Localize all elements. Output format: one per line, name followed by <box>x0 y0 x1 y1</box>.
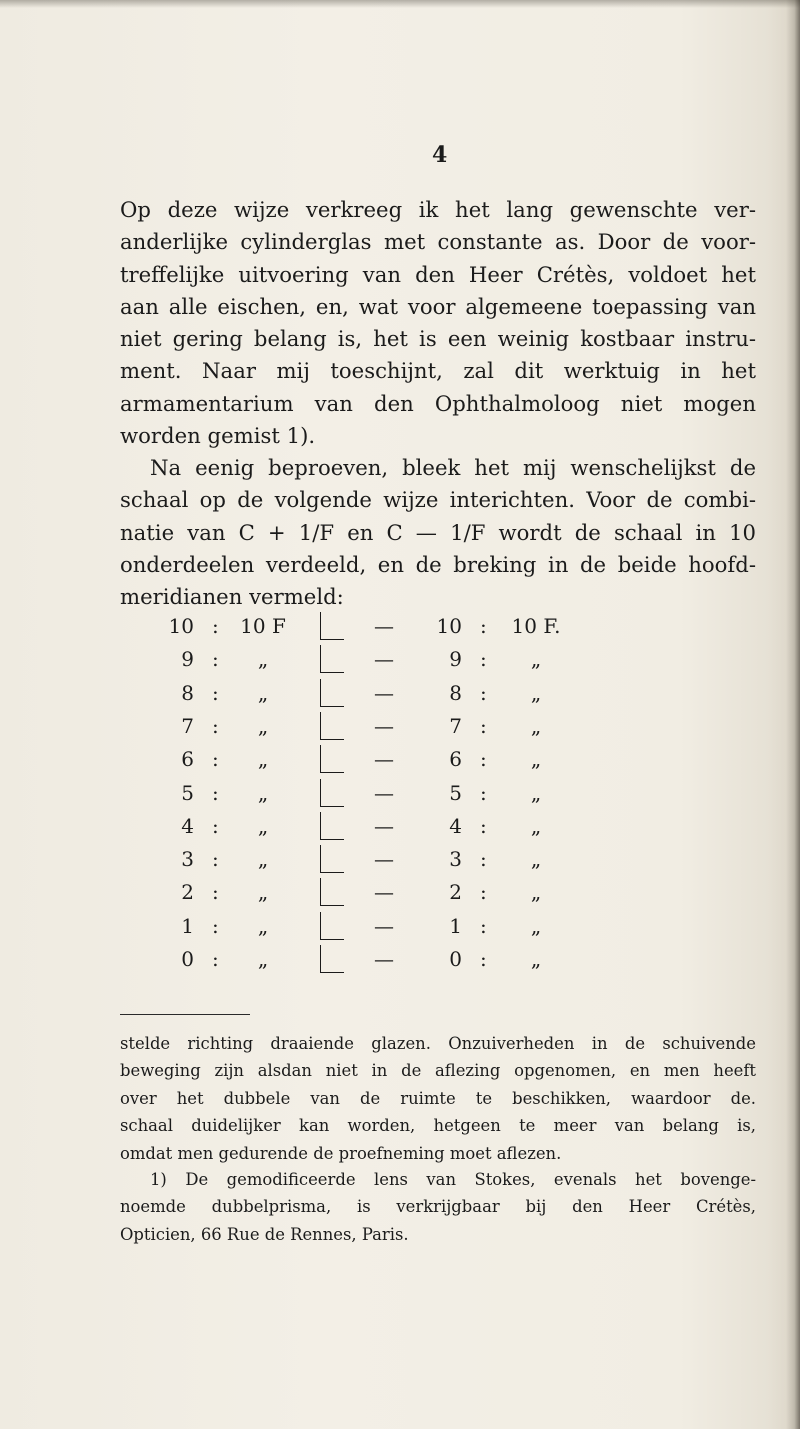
scale-row <box>0 779 800 812</box>
scale-left-number: 6 <box>181 747 194 772</box>
scale-right-value: „ <box>530 913 542 938</box>
scale-left-value: „ <box>257 647 269 672</box>
scale-row <box>0 945 800 978</box>
text-line: worden gemist 1). <box>120 423 316 449</box>
scale-colon: : <box>212 913 219 938</box>
text-line: Na eenig beproeven, bleek het mij wenschelijkst de <box>150 455 756 480</box>
page-top-shadow <box>0 0 800 8</box>
text-line: over het dubbele van de ruimte te beschikken, waardoor de. <box>120 1088 756 1108</box>
scale-row <box>0 645 800 678</box>
text-line: stelde richting draaiende glazen. Onzuiverheden in de schuivende <box>120 1034 756 1053</box>
scale-left-value: „ <box>257 847 269 872</box>
scale-colon: : <box>480 947 487 971</box>
text-line: Opticien, 66 Rue de Rennes, Paris. <box>120 1224 409 1244</box>
scale-left-number: 8 <box>181 680 194 705</box>
scale-tick-mark <box>320 812 344 840</box>
scale-tick-mark <box>320 679 344 707</box>
scale-dash: — <box>374 614 394 638</box>
scale-colon: : <box>480 880 487 905</box>
scale-right-value: „ <box>530 880 542 905</box>
scale-left-number: 7 <box>181 713 194 738</box>
scale-colon: : <box>212 880 219 905</box>
text-line: omdat men gedurende de proefneming moet aflezen. <box>120 1143 562 1163</box>
text-line: schaal op de volgende wijze interichten. Voor de combi- <box>120 487 756 513</box>
text-line: meridianen vermeld: <box>120 584 344 610</box>
text-line: aan alle eischen, en, wat voor algemeene toepassing van <box>120 293 756 319</box>
scale-colon: : <box>212 847 219 872</box>
scale-tick-mark <box>320 745 344 773</box>
scale-tick-mark <box>320 645 344 673</box>
scale-dash: — <box>374 780 394 805</box>
text-line: niet gering belang is, het is een weinig kostbaar instru- <box>120 326 756 352</box>
scale-row <box>0 812 800 845</box>
text-line: noemde dubbelprisma, is verkrijgbaar bij den Heer Crétès, <box>120 1197 756 1217</box>
paragraph-1 <box>120 194 756 452</box>
scale-left-value: „ <box>257 780 269 805</box>
scale-left-value: „ <box>257 680 269 705</box>
text-line: beweging zijn alsdan niet in de aflezing opgenomen, en men heeft <box>120 1061 756 1081</box>
scale-colon: : <box>212 680 219 705</box>
scale-left-value: „ <box>257 813 269 838</box>
scale-row <box>0 612 800 645</box>
scale-right-number: 1 <box>449 913 462 938</box>
scale-right-value: „ <box>530 780 542 805</box>
scale-dash: — <box>374 713 394 738</box>
scale-row <box>0 712 800 745</box>
scale-right-number: 7 <box>449 713 462 738</box>
scale-right-number: 6 <box>449 747 462 772</box>
scale-tick-mark <box>320 712 344 740</box>
scale-colon: : <box>212 647 219 672</box>
scale-right-value: „ <box>530 647 542 672</box>
scale-right-number: 5 <box>449 780 462 805</box>
scale-colon: : <box>480 747 487 772</box>
text-line: onderdeelen verdeeld, en de breking in de beide hoofd- <box>120 551 756 577</box>
scale-dash: — <box>374 913 394 938</box>
scale-dash: — <box>374 680 394 705</box>
scale-dash: — <box>374 880 394 905</box>
scale-tick-mark <box>320 779 344 807</box>
scale-row <box>0 878 800 911</box>
scale-left-value: 10 F <box>240 614 286 638</box>
scale-colon: : <box>212 780 219 805</box>
text-line: Op deze wijze verkreeg ik het lang gewenschte ver- <box>120 197 756 222</box>
scale-left-value: „ <box>257 913 269 938</box>
paragraph-2 <box>120 452 756 613</box>
footnote-separator-rule <box>120 1014 250 1015</box>
scale-row <box>0 745 800 778</box>
text-line: armamentarium van den Ophthalmoloog niet mogen <box>120 390 756 416</box>
scale-colon: : <box>212 947 219 971</box>
text-line: natie van C + 1/F en C — 1/F wordt de schaal in 10 <box>120 519 756 545</box>
scale-right-number: 10 <box>436 614 462 638</box>
scale-colon: : <box>480 713 487 738</box>
scale-right-number: 0 <box>449 947 462 971</box>
text-line: ment. Naar mij toeschijnt, zal dit werktuig in het <box>120 358 756 384</box>
scale-left-number: 0 <box>181 947 194 971</box>
scale-left-value: „ <box>257 713 269 738</box>
scale-colon: : <box>480 680 487 705</box>
scale-left-value: „ <box>257 747 269 772</box>
scale-right-value: „ <box>530 813 542 838</box>
scale-colon: : <box>212 713 219 738</box>
scale-colon: : <box>480 647 487 672</box>
scale-colon: : <box>480 813 487 838</box>
scale-left-number: 10 <box>168 614 194 638</box>
scale-colon: : <box>212 614 219 638</box>
scale-right-value: „ <box>530 747 542 772</box>
scale-right-value: „ <box>530 847 542 872</box>
scale-left-number: 2 <box>181 880 194 905</box>
scale-left-number: 9 <box>181 647 194 672</box>
footnote <box>120 1166 756 1248</box>
scale-colon: : <box>480 614 487 638</box>
text-line: 1) De gemodificeerde lens van Stokes, evenals het bovenge- <box>150 1170 756 1189</box>
scale-colon: : <box>480 847 487 872</box>
scale-row <box>0 912 800 945</box>
scale-row <box>0 845 800 878</box>
scale-tick-mark <box>320 912 344 940</box>
scale-right-value: „ <box>530 947 542 971</box>
scale-colon: : <box>212 747 219 772</box>
scale-right-number: 4 <box>449 813 462 838</box>
scale-left-value: „ <box>257 947 269 971</box>
scale-dash: — <box>374 813 394 838</box>
scale-left-number: 4 <box>181 813 194 838</box>
continued-paragraph <box>120 1030 756 1167</box>
scale-table <box>0 612 800 1012</box>
scale-right-value: 10 F. <box>511 614 561 638</box>
text-line: schaal duidelijker kan worden, hetgeen te meer van belang is, <box>120 1116 756 1136</box>
scale-right-number: 3 <box>449 847 462 872</box>
scale-tick-mark <box>320 845 344 873</box>
scale-left-number: 5 <box>181 780 194 805</box>
text-line: treffelijke uitvoering van den Heer Crétès, voldoet het <box>120 261 756 287</box>
scale-dash: — <box>374 647 394 672</box>
scale-right-value: „ <box>530 680 542 705</box>
scale-row <box>0 679 800 712</box>
scale-colon: : <box>212 813 219 838</box>
text-line: anderlijke cylinderglas met constante as. Door de voor- <box>120 229 756 255</box>
scale-dash: — <box>374 847 394 872</box>
scale-right-number: 8 <box>449 680 462 705</box>
scale-colon: : <box>480 913 487 938</box>
scale-right-number: 2 <box>449 880 462 905</box>
scale-right-number: 9 <box>449 647 462 672</box>
scale-tick-mark <box>320 945 344 973</box>
scale-left-number: 3 <box>181 847 194 872</box>
scale-left-value: „ <box>257 880 269 905</box>
scale-right-value: „ <box>530 713 542 738</box>
page-number: 4 <box>432 142 448 168</box>
scale-tick-mark <box>320 612 344 640</box>
scale-dash: — <box>374 947 394 971</box>
scale-dash: — <box>374 747 394 772</box>
scale-colon: : <box>480 780 487 805</box>
scale-left-number: 1 <box>181 913 194 938</box>
scale-tick-mark <box>320 878 344 906</box>
